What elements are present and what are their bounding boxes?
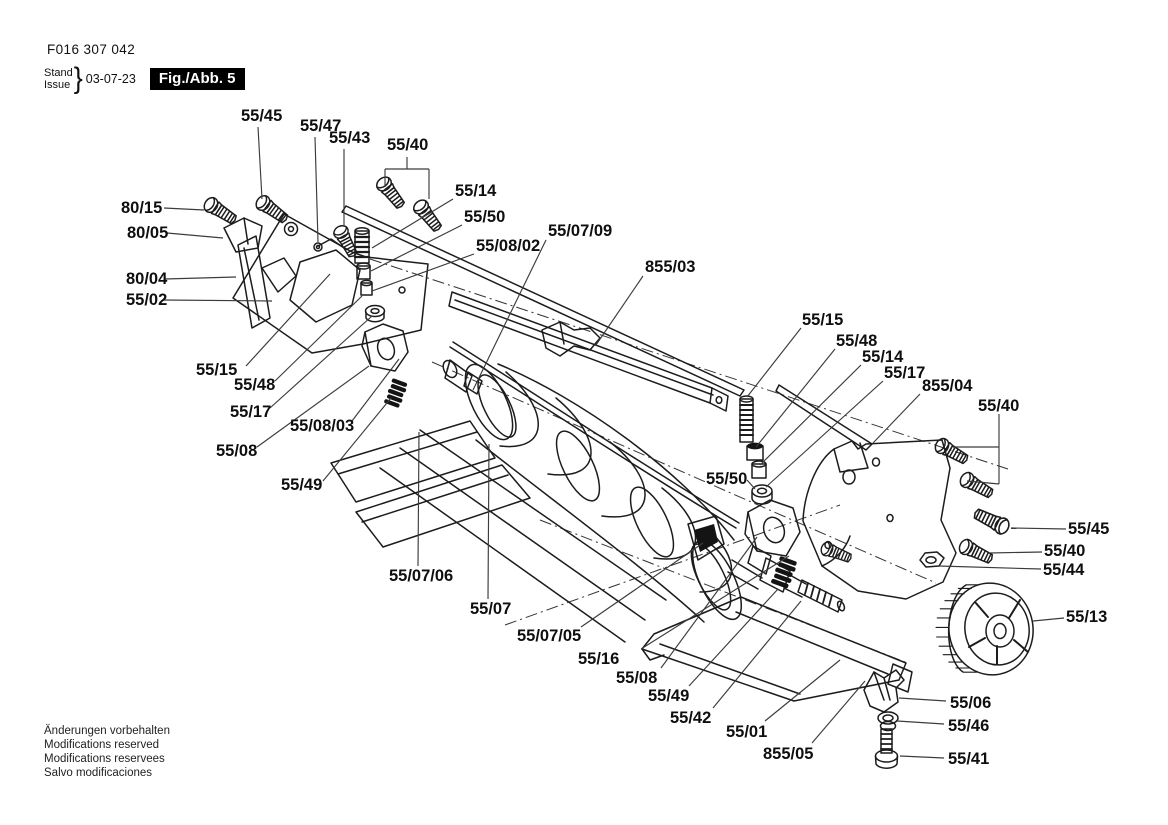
spring-right: [771, 556, 799, 589]
legal-footer: [44, 724, 170, 780]
bolt-55-41-threads: [881, 734, 892, 749]
leader-855-05: [812, 681, 865, 743]
screw-80-15: [202, 195, 240, 227]
screw-55-40-right-1: [933, 436, 971, 467]
figure-badge: Fig./Abb. 5: [150, 68, 245, 90]
bolt-55-45-right: [972, 506, 1012, 537]
construction-lines: [370, 259, 1008, 662]
callout-55-50-center: 55/50: [464, 208, 506, 226]
screw-55-40-right-2: [958, 470, 996, 501]
left-side-plate: [233, 214, 428, 353]
pivot-pin: [314, 243, 322, 251]
screw-55-40-b: [411, 197, 445, 234]
callout-55-17-right: 55/17: [884, 364, 926, 382]
axle-right-tip: [836, 600, 846, 612]
leader-80-05: [167, 233, 223, 238]
callout-55-48-left: 55/48: [234, 376, 276, 394]
leader-55-15-r: [747, 328, 801, 397]
leader-55-44: [939, 566, 1041, 569]
leader-55-41: [900, 756, 944, 758]
footer-line-fr: Modifications reservees: [44, 753, 165, 765]
screw-55-40-right-3: [957, 537, 995, 566]
leader-55-46: [897, 721, 944, 724]
leader-55-07-06: [418, 432, 419, 566]
stand-label: Stand: [44, 66, 73, 79]
callout-55-44: 55/44: [1043, 561, 1085, 579]
reel-mid-disc-2: [622, 481, 682, 562]
callout-55-08-left: 55/08: [216, 442, 258, 460]
leader-55-08-b: [661, 537, 757, 668]
spring-left: [384, 378, 409, 408]
brace-glyph: }: [73, 61, 83, 95]
callout-55-45-top-left: 55/45: [241, 107, 283, 125]
callout-80-05: 80/05: [127, 224, 169, 242]
leader-55-50-r: [747, 480, 755, 489]
deflector-plate-b-fold: [362, 475, 508, 522]
bearing-knob-right-hole: [760, 514, 788, 545]
bolt-55-41-head: [876, 750, 898, 762]
callout-55-01: 55/01: [726, 723, 768, 741]
callout-55-40-right: 55/40: [978, 397, 1020, 415]
callout-55-08-bottom: 55/08: [616, 669, 658, 687]
callout-55-06: 55/06: [950, 694, 992, 712]
washer-nut-left-hole: [371, 309, 379, 314]
leader-855-03: [596, 276, 643, 345]
spiral-blade-3: [602, 442, 645, 517]
leader-55-40-rr: [989, 552, 1042, 553]
leader-55-45-tl: [258, 127, 262, 199]
square-bar-hole: [716, 397, 722, 404]
callout-855-04: 855/04: [922, 377, 973, 395]
deflector-skirt-lines: [380, 430, 666, 642]
square-bar-face: [710, 388, 712, 403]
upper-cutting-bar: [342, 206, 744, 396]
callout-55-14-center: 55/14: [455, 182, 497, 200]
callout-55-40-top: 55/40: [387, 136, 429, 154]
issue-label: Issue: [44, 78, 71, 91]
right-plate-hole-3: [887, 515, 893, 522]
callout-55-16: 55/16: [578, 650, 620, 668]
callout-80-04: 80/04: [126, 270, 168, 288]
plate-through-screw: [819, 540, 853, 565]
washer-nut-right: [752, 485, 772, 497]
part-number: F016 307 042: [47, 42, 136, 57]
leader-55-13: [1033, 618, 1064, 621]
leader-55-17-r: [766, 381, 883, 487]
callout-55-07: 55/07: [470, 600, 512, 618]
wheel-hub-bore: [994, 624, 1006, 639]
stand-issue-labels: [44, 67, 73, 91]
deflector-plate-a: [331, 421, 495, 502]
footer-line-es: Salvo modificaciones: [44, 767, 153, 779]
leader-55-40-r: [953, 414, 999, 484]
callout-855-05: 855/05: [763, 745, 814, 763]
left-plate-cutout: [290, 250, 360, 322]
callout-55-08-02: 55/08/02: [476, 237, 541, 255]
leader-855-04: [873, 394, 920, 443]
leader-55-02: [163, 300, 272, 301]
callout-55-07-05: 55/07/05: [517, 627, 582, 645]
screw-55-45-left: [253, 193, 290, 226]
callout-855-03: 855/03: [645, 258, 696, 276]
callout-55-41: 55/41: [948, 750, 990, 768]
right-plate-hole-1: [843, 470, 855, 484]
hex-nut-55-44-hole: [926, 557, 936, 563]
footer-line-en: Modifications reserved: [44, 739, 160, 751]
wheel-tread-ribs: [936, 585, 979, 672]
leader-55-49-b: [689, 589, 778, 686]
cutter-bar-855-03: [449, 292, 728, 411]
right-side-plate-assembly: [776, 385, 956, 599]
document-header: [47, 42, 135, 57]
left-plate-cutout-small: [262, 258, 296, 292]
square-bar: [449, 292, 728, 411]
leader-55-07-05: [581, 543, 703, 627]
leader-55-47: [315, 137, 318, 242]
callout-55-08-03: 55/08/03: [290, 417, 355, 435]
callout-55-49-left: 55/49: [281, 476, 323, 494]
cutting-bar-855-04: [776, 385, 872, 450]
leader-80-04: [165, 277, 236, 279]
callout-55-50-right: 55/50: [706, 470, 748, 488]
issue-row: [44, 63, 245, 94]
pivot-pin-hole: [317, 246, 320, 249]
callout-55-13: 55/13: [1066, 608, 1108, 626]
leader-55-45-r: [1011, 528, 1066, 529]
footer-line-de: Änderungen vorbehalten: [44, 725, 170, 737]
callout-55-45-right: 55/45: [1068, 520, 1110, 538]
leader-55-48-r: [756, 349, 835, 447]
flanged-nut-hole: [883, 715, 893, 721]
clamp-edge: [244, 218, 248, 244]
callout-55-42: 55/42: [670, 709, 712, 727]
wheel-tread-edge: [949, 585, 966, 672]
wheel-spokes: [969, 600, 1028, 664]
bushing-right-1-top: [747, 443, 763, 450]
leader-55-17-l: [270, 316, 372, 408]
leader-80-15: [164, 208, 204, 210]
drive-wheel: [936, 576, 1040, 681]
wheel-hub: [986, 615, 1014, 647]
leader-55-07-09: [473, 240, 546, 390]
callout-55-07-09: 55/07/09: [548, 222, 613, 240]
issue-date: 03-07-23: [85, 71, 136, 86]
leader-55-06: [899, 698, 946, 701]
callout-55-14-right: 55/14: [862, 348, 904, 366]
callout-55-47: 55/47: [300, 117, 342, 135]
leader-55-07: [488, 444, 489, 599]
callout-55-46: 55/46: [948, 717, 990, 735]
callout-55-07-06: 55/07/06: [389, 567, 454, 585]
left-plate-washer-hole: [289, 227, 294, 232]
callout-55-15-left: 55/15: [196, 361, 238, 379]
callout-55-15-right: 55/15: [802, 311, 844, 329]
bearing-knob-left: [365, 324, 408, 371]
callout-55-40-far-right: 55/40: [1044, 542, 1086, 560]
bottom-deflector-folds: [660, 612, 888, 694]
callout-55-48-right: 55/48: [836, 332, 878, 350]
bail-wire-2: [453, 342, 739, 523]
leader-55-48-l: [275, 296, 362, 381]
reel-mid-disc-1: [548, 425, 608, 506]
callout-80-15: 80/15: [121, 199, 163, 217]
leader-55-01: [765, 660, 840, 721]
callout-55-43: 55/43: [329, 129, 371, 147]
bearing-knob-right: [748, 500, 800, 556]
callout-55-17-left: 55/17: [230, 403, 272, 421]
axle-right-thread: [798, 580, 842, 612]
callout-55-02: 55/02: [126, 291, 168, 309]
right-plate-hole-2: [873, 458, 880, 466]
clamp-55-06: [864, 670, 904, 712]
left-plate-washer: [285, 223, 298, 236]
washer-nut-right-hole: [758, 488, 767, 493]
callout-55-49-bottom: 55/49: [648, 687, 690, 705]
axle-right-shaft: [728, 560, 762, 589]
washer-nut-left: [366, 306, 385, 317]
hex-nut-55-44: [920, 552, 944, 567]
left-plate-hole: [399, 287, 405, 293]
threaded-stud-right-threads: [740, 405, 753, 435]
screw-55-40-a: [374, 174, 408, 211]
